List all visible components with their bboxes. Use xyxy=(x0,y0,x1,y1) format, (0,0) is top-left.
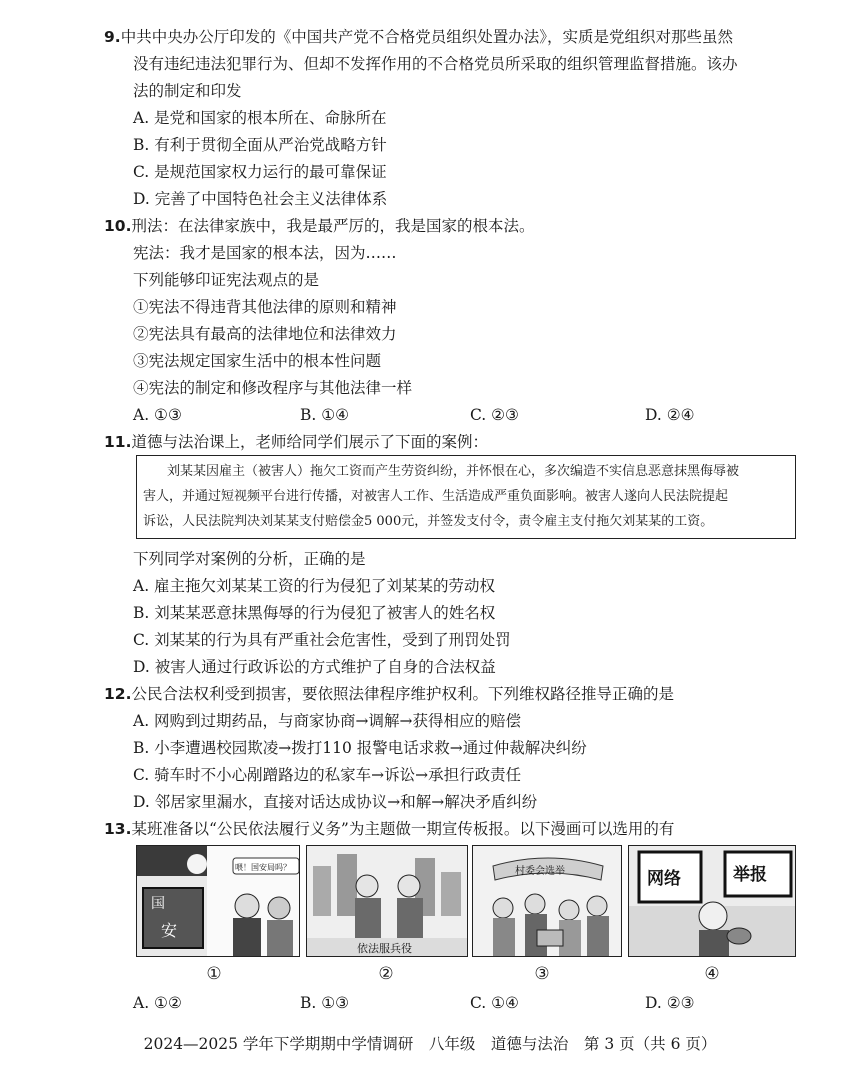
q9-text-1: 中共中央办公厅印发的《中国共产党不合格党员组织处置办法》，实质是党组织对那些虽然 xyxy=(120,28,733,46)
q13-choice-a: A. ①② xyxy=(133,994,182,1012)
q13-choice-c: C. ①④ xyxy=(470,994,519,1012)
case-line-3: 诉讼，人民法院判决刘某某支付赔偿金5 000元，并签发支付令，责令雇主支付拖欠刘某某的工资。 xyxy=(143,514,714,529)
page-footer: 2024—2025 学年下学期期中学情调研 八年级 道德与法治 第 3 页（共 6 页） xyxy=(143,1035,717,1053)
comic-1-text-guo: 国 xyxy=(151,896,165,912)
comic-1-drawing xyxy=(137,846,300,957)
q11-option-b: B. 刘某某恶意抹黑侮辱的行为侵犯了被害人的姓名权 xyxy=(133,604,496,622)
q12-option-a: A. 网购到过期药品，与商家协商→调解→获得相应的赔偿 xyxy=(133,712,522,730)
q9-option-c: C. 是规范国家权力运行的最可靠保证 xyxy=(133,163,387,181)
q10-line-1 xyxy=(104,216,534,236)
q9-line-3: 法的制定和印发 xyxy=(133,82,242,100)
comic-4-text-network: 网络 xyxy=(647,869,681,889)
comic-2-caption: 依法服兵役 xyxy=(357,942,412,955)
q9-option-b: B. 有利于贯彻全面从严治党战略方针 xyxy=(133,136,387,154)
comic-1-text-an: 安 xyxy=(161,921,178,940)
q9-number: 9. xyxy=(104,28,121,46)
q10-line-3: 下列能够印证宪法观点的是 xyxy=(133,271,320,289)
q10-statement-3: ③宪法规定国家生活中的根本性问题 xyxy=(133,352,382,370)
comic-3-drawing xyxy=(473,846,622,957)
q12-option-d: D. 邻居家里漏水，直接对话达成协议→和解→解决矛盾纠纷 xyxy=(133,793,538,811)
q13-line-1 xyxy=(104,819,674,839)
comic-1-image xyxy=(136,845,300,957)
case-box xyxy=(136,455,796,539)
comic-4-drawing xyxy=(629,846,796,957)
comic-1-label: ① xyxy=(206,964,222,984)
comic-4-text-report: 举报 xyxy=(733,865,767,885)
q10-choice-d: D. ②④ xyxy=(645,406,695,424)
comic-1-speech: 喂！国安局吗？ xyxy=(235,863,291,872)
q11-option-c: C. 刘某某的行为具有严重社会危害性，受到了刑罚处罚 xyxy=(133,631,511,649)
q12-option-c: C. 骑车时不小心剐蹭路边的私家车→诉讼→承担行政责任 xyxy=(133,766,522,784)
q10-choice-a: A. ①③ xyxy=(133,406,182,424)
q10-statement-1: ①宪法不得违背其他法律的原则和精神 xyxy=(133,298,397,316)
q12-line-1 xyxy=(104,684,674,704)
case-line-1: 刘某某因雇主（被害人）拖欠工资而产生劳资纠纷，并怀恨在心，多次编造不实信息恶意抹黑侮辱被 xyxy=(167,464,740,479)
q11-intro: 道德与法治课上，老师给同学们展示了下面的案例： xyxy=(131,433,488,451)
comic-3-label: ③ xyxy=(534,964,550,984)
q10-statement-4: ④宪法的制定和修改程序与其他法律一样 xyxy=(133,379,413,397)
q11-number: 11. xyxy=(104,433,132,451)
q9-line-1 xyxy=(104,27,733,47)
q11-line-1 xyxy=(104,432,488,452)
comic-4-image xyxy=(628,845,796,957)
comic-2-drawing xyxy=(307,846,468,957)
q10-line-2: 宪法：我才是国家的根本法，因为…… xyxy=(133,244,397,262)
comic-2-label: ② xyxy=(378,964,394,984)
q12-number: 12. xyxy=(104,685,132,703)
q13-choice-b: B. ①③ xyxy=(300,994,350,1012)
comic-3-image xyxy=(472,845,622,957)
q12-option-b: B. 小李遭遇校园欺凌→拨打110 报警电话求救→通过仲裁解决纠纷 xyxy=(133,739,587,757)
q10-choice-c: C. ②③ xyxy=(470,406,519,424)
comic-2-image xyxy=(306,845,468,957)
q10-choice-b: B. ①④ xyxy=(300,406,350,424)
comic-4-label: ④ xyxy=(704,964,720,984)
q11-option-a: A. 雇主拖欠刘某某工资的行为侵犯了刘某某的劳动权 xyxy=(133,577,496,595)
q10-text-1: 刑法：在法律家族中，我是最严厉的，我是国家的根本法。 xyxy=(131,217,535,235)
q11-option-d: D. 被害人通过行政诉讼的方式维护了自身的合法权益 xyxy=(133,658,496,676)
q13-text: 某班准备以“公民依法履行义务”为主题做一期宣传板报。以下漫画可以选用的有 xyxy=(131,820,675,838)
q9-option-a: A. 是党和国家的根本所在、命脉所在 xyxy=(133,109,387,127)
q11-question: 下列同学对案例的分析，正确的是 xyxy=(133,550,366,568)
case-line-2: 害人，并通过短视频平台进行传播，对被害人工作、生活造成严重负面影响。被害人遂向人民法院提起 xyxy=(143,489,729,504)
q13-number: 13. xyxy=(104,820,132,838)
q13-choice-d: D. ②③ xyxy=(645,994,695,1012)
q10-statement-2: ②宪法具有最高的法律地位和法律效力 xyxy=(133,325,397,343)
q9-option-d: D. 完善了中国特色社会主义法律体系 xyxy=(133,190,388,208)
q12-text: 公民合法权利受到损害，要依照法律程序维护权利。下列维权路径推导正确的是 xyxy=(131,685,674,703)
q10-number: 10. xyxy=(104,217,132,235)
q9-line-2: 没有违纪违法犯罪行为、但却不发挥作用的不合格党员所采取的组织管理监督措施。该办 xyxy=(133,55,738,73)
comic-3-banner: 村委会选举 xyxy=(515,866,565,877)
